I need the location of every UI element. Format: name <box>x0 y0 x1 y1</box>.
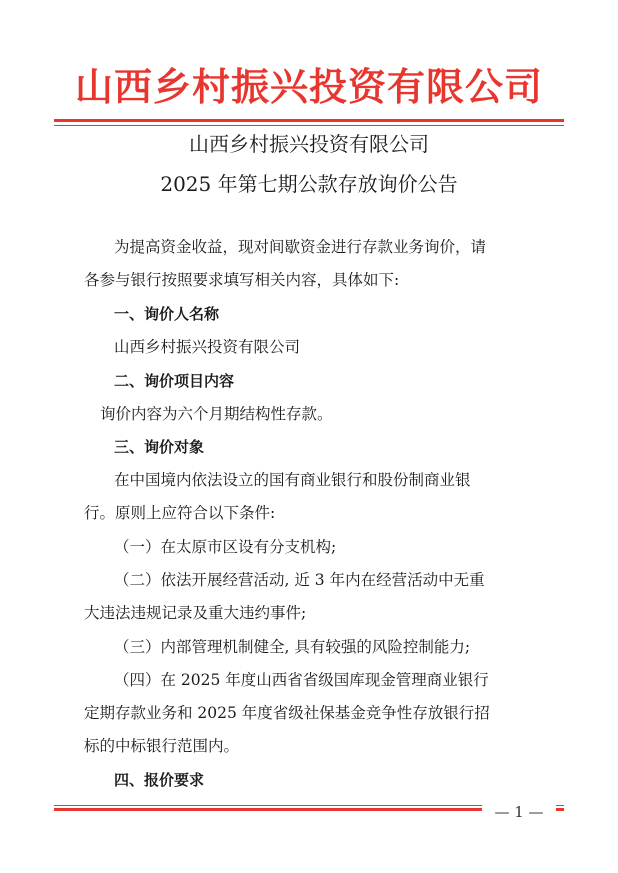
letterhead-rule-thin <box>54 125 564 126</box>
letterhead-company-name: 山西乡村振兴投资有限公司 <box>74 65 543 109</box>
page-number: — 1 — <box>482 803 556 821</box>
condition-4-line3: 标的中标银行范围内。 <box>84 737 240 755</box>
document-title-line2: 2025 年第七期公款存放询价公告 <box>160 172 458 196</box>
section3-line1: 在中国境内依法设立的国有商业银行和股份制商业银 <box>114 471 471 489</box>
condition-4-line2: 定期存款业务和 2025 年度省级社保基金竞争性存放银行招 <box>84 704 490 722</box>
section2-text: 询价内容为六个月期结构性存款。 <box>100 405 333 423</box>
section3-heading: 三、询价对象 <box>114 438 205 456</box>
condition-2-line1: （二）依法开展经营活动, 近 3 年内在经营活动中无重 <box>114 571 485 589</box>
letterhead-rule-thick <box>54 119 564 122</box>
document-title-line1: 山西乡村振兴投资有限公司 <box>189 132 429 156</box>
condition-1: （一）在太原市区设有分支机构; <box>114 538 337 556</box>
section2-heading: 二、询价项目内容 <box>114 372 235 390</box>
section4-heading: 四、报价要求 <box>114 771 205 789</box>
intro-line2: 各参与银行按照要求填写相关内容，具体如下: <box>84 271 400 289</box>
section1-heading: 一、询价人名称 <box>114 305 220 323</box>
intro-line1: 为提高资金收益，现对间歇资金进行存款业务询价，请 <box>114 238 487 256</box>
section3-line2: 行。原则上应符合以下条件: <box>84 504 276 522</box>
condition-4-line1: （四）在 2025 年度山西省省级国库现金管理商业银行 <box>114 671 489 689</box>
condition-3: （三）内部管理机制健全, 具有较强的风险控制能力; <box>114 638 471 656</box>
section1-text: 山西乡村振兴投资有限公司 <box>114 338 301 356</box>
condition-2-line2: 大违法违规记录及重大违约事件; <box>84 604 307 622</box>
